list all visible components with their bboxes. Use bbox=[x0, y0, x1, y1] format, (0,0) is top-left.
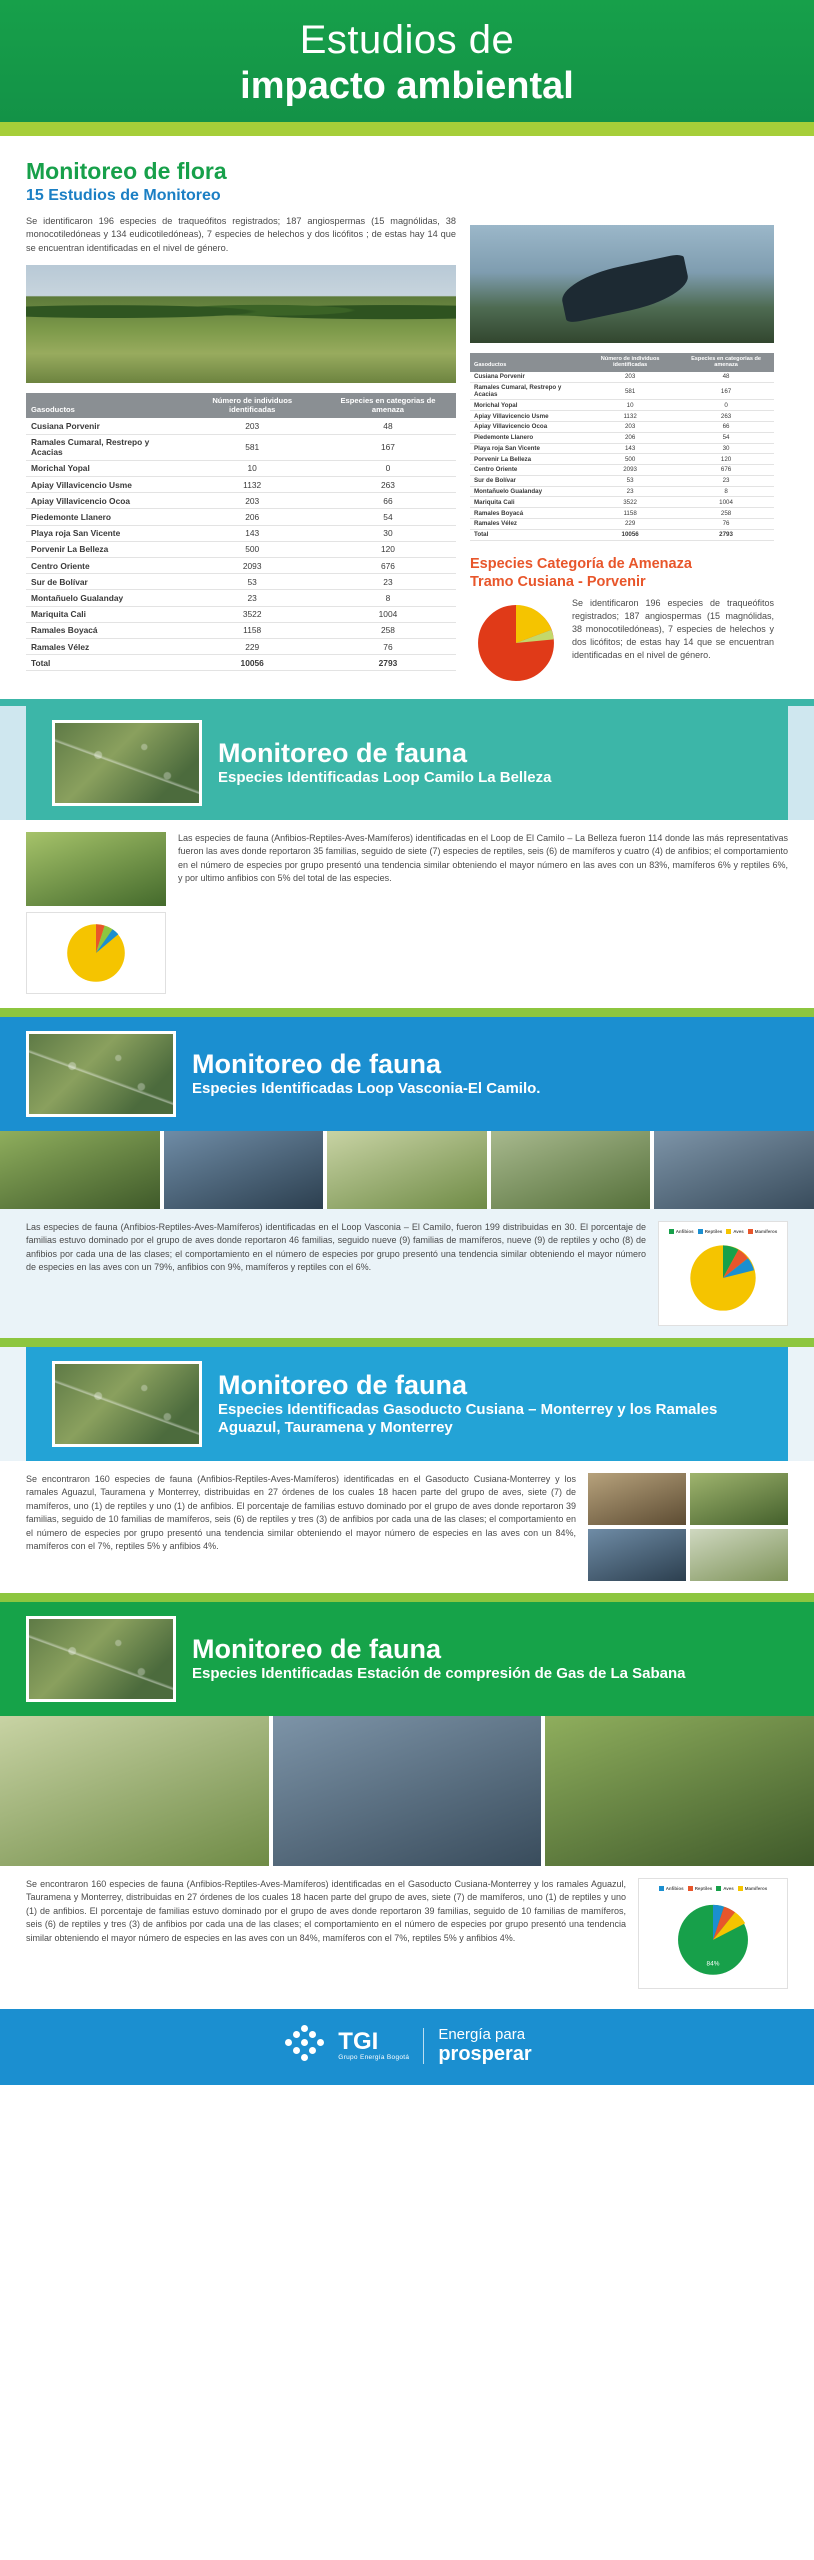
tgi-logo-icon bbox=[282, 2025, 324, 2067]
legend-mamiferos: Mamíferos bbox=[754, 1228, 778, 1234]
table-cell-value: 581 bbox=[184, 434, 319, 460]
table-cell-name: Centro Oriente bbox=[470, 465, 582, 476]
table-cell-value: 1132 bbox=[184, 477, 319, 493]
fauna2-photo-1 bbox=[0, 1131, 160, 1209]
flora-table-small-body bbox=[470, 372, 774, 540]
table-cell-name: Apiay Villavicencio Ocoa bbox=[26, 493, 184, 509]
table-cell-name: Morichal Yopal bbox=[26, 460, 184, 476]
table-cell-value: 2793 bbox=[320, 655, 456, 671]
flora-table-small bbox=[470, 353, 774, 541]
table-row bbox=[26, 655, 456, 671]
table-cell-value: 500 bbox=[184, 541, 319, 557]
table-row bbox=[470, 454, 774, 465]
table-cell-value: 1132 bbox=[582, 411, 678, 422]
fauna4-photo-2 bbox=[273, 1716, 542, 1866]
fauna4-pie-label: 84% bbox=[706, 1960, 720, 1968]
table-row bbox=[26, 434, 456, 460]
table-cell-value: 263 bbox=[320, 477, 456, 493]
table-cell-value: 676 bbox=[678, 465, 774, 476]
fauna1-map-thumbnail bbox=[52, 720, 202, 806]
table-cell-value: 258 bbox=[678, 508, 774, 519]
fauna4-band bbox=[0, 1602, 814, 1716]
table-row bbox=[470, 475, 774, 486]
table-row bbox=[470, 519, 774, 530]
table-cell-name: Montañuelo Gualanday bbox=[470, 486, 582, 497]
fauna4-chart-box bbox=[638, 1878, 788, 1989]
flora-small-th-individuos: Número de individuos identificadas bbox=[582, 353, 678, 372]
table-cell-name: Ramales Vélez bbox=[26, 638, 184, 654]
fauna1-band bbox=[0, 706, 814, 820]
table-cell-name: Total bbox=[470, 529, 582, 540]
legend-reptiles: Reptiles bbox=[704, 1228, 723, 1234]
legend-anfibios-2: Anfibios bbox=[665, 1885, 684, 1891]
table-cell-name: Playa roja San Vicente bbox=[470, 443, 582, 454]
fauna3-map-thumbnail bbox=[52, 1361, 202, 1447]
table-row bbox=[470, 400, 774, 411]
fauna2-chart-legend bbox=[663, 1229, 783, 1234]
table-row bbox=[470, 382, 774, 400]
threat-paragraph: Se identificaron 196 especies de traqueófitos registrados; 187 angiospermas (15 magnólidas, 38 monocotiledóneas), 7 especies de helechos y dos licófitos; de estas hay 14 que se encuentran identificadas en el nivel de género. bbox=[572, 597, 774, 660]
table-cell-name: Sur de Bolívar bbox=[470, 475, 582, 486]
flora-th-individuos: Número de individuos identificadas bbox=[184, 393, 319, 418]
divider-lime-3 bbox=[0, 1593, 814, 1602]
table-row bbox=[26, 493, 456, 509]
flora-left-column bbox=[26, 215, 456, 689]
fauna3-photo-1 bbox=[588, 1473, 686, 1525]
fauna2-content bbox=[0, 1209, 814, 1338]
table-cell-value: 203 bbox=[184, 418, 319, 434]
table-cell-value: 206 bbox=[582, 432, 678, 443]
header-line-1: Estudios de bbox=[299, 18, 515, 62]
table-cell-name: Total bbox=[26, 655, 184, 671]
fauna4-subtitle: Especies Identificadas Estación de compresión de Gas de La Sabana bbox=[192, 1664, 686, 1682]
table-cell-value: 0 bbox=[678, 400, 774, 411]
table-cell-value: 66 bbox=[320, 493, 456, 509]
flora-right-column bbox=[470, 215, 774, 689]
fauna4-paragraph: Se encontraron 160 especies de fauna (Anfibios-Reptiles-Aves-Mamíferos) identificadas en el Gasoducto Cusiana-Monterrey y los ramales Aguazul, Tauramena y Monterrey, distribuidas en 27 órdenes de los cuales 18 hacen parte del grupo de aves, siete (7) de mamíferos, uno (1) de reptiles y uno (1) de anfibios. El porcentaje de familias estuvo dominado por el grupo de aves donde reportaron 39 familias, seguido de 10 familias de mamíferos, seis (6) de reptiles y tres (3) de anfibios por cada una de las clases; el comportamiento en el número de especies por grupo presentó una tendencia similar obteniendo el mayor número de especies en las aves con un 84%, mamíferos con el 7%, reptiles 5% y anfibios 4%. bbox=[26, 1878, 626, 1943]
table-cell-value: 23 bbox=[582, 486, 678, 497]
table-cell-name: Montañuelo Gualanday bbox=[26, 590, 184, 606]
table-cell-value: 23 bbox=[320, 574, 456, 590]
table-cell-value: 229 bbox=[582, 519, 678, 530]
fauna2-banner bbox=[0, 1017, 814, 1131]
table-cell-value: 10056 bbox=[582, 529, 678, 540]
table-cell-value: 3522 bbox=[184, 606, 319, 622]
legend-aves: Aves bbox=[733, 1228, 744, 1234]
divider-lime-1 bbox=[0, 1008, 814, 1017]
fauna2-title: Monitoreo de fauna bbox=[192, 1048, 441, 1079]
table-cell-value: 120 bbox=[678, 454, 774, 465]
fauna1-paragraph: Las especies de fauna (Anfibios-Reptiles-Aves-Mamíferos) identificadas en el Loop de El Camilo – La Belleza fueron 114 donde las más representativas fueron las aves donde reportaron 35 familias, seguido de siete (7) especies de reptiles, seis (6) de mamíferos y cuatro (4) de anfibios; el comportamiento en el número de especies por grupo presentó una tendencia similar obteniendo el mayor número en las aves con un 83%, mamíferos 6% y reptiles 6%, y por ultimo anfibios con 5% del total de las especies. bbox=[178, 832, 788, 884]
tgi-wordmark bbox=[338, 2030, 409, 2061]
table-cell-name: Mariquita Cali bbox=[470, 497, 582, 508]
table-row bbox=[26, 509, 456, 525]
table-cell-value: 66 bbox=[678, 421, 774, 432]
table-row bbox=[26, 574, 456, 590]
table-cell-name: Ramales Vélez bbox=[470, 519, 582, 530]
flora-small-th-gasoductos: Gasoductos bbox=[470, 353, 582, 372]
divider-white-footer bbox=[0, 2001, 814, 2009]
divider-lime-2 bbox=[0, 1338, 814, 1347]
flora-subtitle: 15 Estudios de Monitoreo bbox=[26, 187, 221, 204]
flora-paragraph: Se identificaron 196 especies de traqueófitos registrados; 187 angiospermas (15 magnólidas, 38 monocotiledóneas y 134 eudicotiledóneas), 7 especies de helechos y dos licófitos ; de estas hay 14 que se encuentran identificadas en el nivel de género. bbox=[26, 216, 456, 253]
table-cell-name: Ramales Cumaral, Restrepo y Acacias bbox=[470, 382, 582, 400]
table-cell-value: 48 bbox=[678, 372, 774, 382]
table-cell-value: 2093 bbox=[184, 557, 319, 573]
fauna2-pie-chart bbox=[680, 1235, 766, 1321]
table-row bbox=[470, 486, 774, 497]
threat-title-line2: Tramo Cusiana - Porvenir bbox=[470, 573, 646, 590]
fauna4-photostrip bbox=[0, 1716, 814, 1866]
fauna2-chart-box bbox=[658, 1221, 788, 1326]
table-cell-name: Ramales Boyacá bbox=[26, 622, 184, 638]
table-cell-name: Ramales Boyacá bbox=[470, 508, 582, 519]
table-row bbox=[26, 590, 456, 606]
fauna2-photo-4 bbox=[491, 1131, 651, 1209]
table-row bbox=[26, 541, 456, 557]
flora-small-th-amenaza: Especies en categorias de amenaza bbox=[678, 353, 774, 372]
table-cell-value: 76 bbox=[678, 519, 774, 530]
table-cell-name: Piedemonte Llanero bbox=[470, 432, 582, 443]
table-cell-value: 23 bbox=[184, 590, 319, 606]
table-cell-value: 53 bbox=[582, 475, 678, 486]
flora-th-amenaza: Especies en categorias de amenaza bbox=[320, 393, 456, 418]
table-row bbox=[470, 465, 774, 476]
footer-tagline-1: Energía para bbox=[438, 2025, 526, 2043]
table-row bbox=[26, 606, 456, 622]
table-cell-name: Porvenir La Belleza bbox=[26, 541, 184, 557]
table-cell-value: 2093 bbox=[582, 465, 678, 476]
footer-tagline bbox=[438, 2026, 531, 2066]
fauna2-band bbox=[0, 1017, 814, 1131]
fauna4-photo-1 bbox=[0, 1716, 269, 1866]
table-cell-value: 8 bbox=[678, 486, 774, 497]
table-cell-value: 10 bbox=[582, 400, 678, 411]
table-cell-value: 30 bbox=[678, 443, 774, 454]
fauna3-photos bbox=[588, 1473, 788, 1581]
table-cell-value: 581 bbox=[582, 382, 678, 400]
legend-anfibios: Anfibios bbox=[675, 1228, 694, 1234]
table-row bbox=[470, 529, 774, 540]
fauna3-paragraph: Se encontraron 160 especies de fauna (Anfibios-Reptiles-Aves-Mamíferos) identificadas en el Gasoducto Cusiana-Monterrey y los ramales Aguazul, Tauramena y Monterrey, distribuidas en 27 órdenes de los cuales 18 hacen parte del grupo de aves, siete (7) de mamíferos, uno (1) de reptiles y uno (1) de anfibios. El porcentaje de familias estuvo dominado por el grupo de aves donde reportaron 39 familias, seguido de 10 familias de mamíferos, seis (6) de reptiles y tres (3) de anfibios por cada una de las clases; el comportamiento en el número de especies por grupo presentó una tendencia similar obteniendo el mayor número de especies en las aves con un 84%, mamíferos con el 7%, reptiles 5% y anfibios 4%. bbox=[26, 1473, 576, 1552]
table-cell-name: Apiay Villavicencio Ocoa bbox=[470, 421, 582, 432]
fauna3-band bbox=[0, 1347, 814, 1461]
table-cell-name: Sur de Bolívar bbox=[26, 574, 184, 590]
legend-reptiles-2: Reptiles bbox=[694, 1885, 713, 1891]
legend-mamiferos-2: Mamíferos bbox=[744, 1885, 768, 1891]
table-row bbox=[26, 525, 456, 541]
fauna4-photo-3 bbox=[545, 1716, 814, 1866]
table-cell-value: 53 bbox=[184, 574, 319, 590]
header-lime-stripe bbox=[0, 122, 814, 136]
fauna1-frog-photo bbox=[26, 832, 166, 906]
table-cell-value: 203 bbox=[582, 421, 678, 432]
table-cell-value: 54 bbox=[678, 432, 774, 443]
table-row bbox=[470, 372, 774, 382]
threat-title bbox=[470, 555, 774, 591]
fauna2-paragraph: Las especies de fauna (Anfibios-Reptiles-Aves-Mamíferos) identificadas en el Loop Vasconia – El Camilo, fueron 199 distribuidas en 30. El porcentaje de familias estuvo dominado por el grupo de aves donde reportaron 46 familias, seguido nueve (9) familias de mamíferos, nueve (9) de reptiles y ocho (8) de anfibios por cada una de las clases; el comportamiento en el número de especies por grupo presentó una tendencia similar obteniendo el mayor número de especies en las aves con un 79%, anfibios con 9%, mamíferos y reptiles con el 6%. bbox=[26, 1221, 646, 1273]
table-cell-value: 3522 bbox=[582, 497, 678, 508]
table-cell-name: Piedemonte Llanero bbox=[26, 509, 184, 525]
footer-divider bbox=[423, 2028, 424, 2064]
table-cell-value: 258 bbox=[320, 622, 456, 638]
table-cell-value: 2793 bbox=[678, 529, 774, 540]
divider-teal-1 bbox=[0, 699, 814, 706]
fauna2-photo-3 bbox=[327, 1131, 487, 1209]
table-cell-value: 229 bbox=[184, 638, 319, 654]
table-row bbox=[470, 432, 774, 443]
flora-title: Monitoreo de flora bbox=[26, 158, 227, 184]
fauna3-content bbox=[0, 1461, 814, 1593]
threat-title-line1: Especies Categoría de Amenaza bbox=[470, 555, 692, 572]
fauna4-content bbox=[0, 1866, 814, 2001]
table-cell-value: 54 bbox=[320, 509, 456, 525]
footer-tagline-2: prosperar bbox=[438, 2042, 532, 2065]
page-footer bbox=[0, 2009, 814, 2085]
fauna1-banner bbox=[26, 706, 788, 820]
table-cell-value: 30 bbox=[320, 525, 456, 541]
table-cell-name: Cusiana Porvenir bbox=[26, 418, 184, 434]
table-cell-value: 206 bbox=[184, 509, 319, 525]
table-cell-name: Ramales Cumaral, Restrepo y Acacias bbox=[26, 434, 184, 460]
table-cell-value: 23 bbox=[678, 475, 774, 486]
table-row bbox=[470, 421, 774, 432]
fauna4-title: Monitoreo de fauna bbox=[192, 1633, 441, 1664]
fauna3-photo-4 bbox=[690, 1529, 788, 1581]
table-cell-name: Mariquita Cali bbox=[26, 606, 184, 622]
fauna2-photo-2 bbox=[164, 1131, 324, 1209]
fauna1-subtitle: Especies Identificadas Loop Camilo La Belleza bbox=[218, 768, 552, 786]
table-row bbox=[470, 443, 774, 454]
table-row bbox=[26, 557, 456, 573]
table-row bbox=[470, 411, 774, 422]
table-cell-value: 120 bbox=[320, 541, 456, 557]
flora-section bbox=[0, 136, 814, 699]
legend-aves-2: Aves bbox=[723, 1885, 734, 1891]
table-cell-value: 10 bbox=[184, 460, 319, 476]
fauna4-map-thumbnail bbox=[26, 1616, 176, 1702]
fauna2-subtitle: Especies Identificadas Loop Vasconia-El Camilo. bbox=[192, 1079, 541, 1097]
table-cell-value: 1158 bbox=[582, 508, 678, 519]
table-cell-value: 203 bbox=[184, 493, 319, 509]
table-row bbox=[470, 508, 774, 519]
table-cell-name: Apiay Villavicencio Usme bbox=[26, 477, 184, 493]
fauna2-map-thumbnail bbox=[26, 1031, 176, 1117]
tgi-brand-sub: Grupo Energía Bogotá bbox=[338, 2054, 410, 2062]
table-cell-value: 76 bbox=[320, 638, 456, 654]
fauna3-banner bbox=[26, 1347, 788, 1461]
fauna4-chart-legend bbox=[643, 1886, 783, 1891]
table-cell-value: 0 bbox=[320, 460, 456, 476]
table-cell-value: 48 bbox=[320, 418, 456, 434]
flora-landscape-photo bbox=[26, 265, 456, 383]
flora-table bbox=[26, 393, 456, 671]
table-cell-name: Porvenir La Belleza bbox=[470, 454, 582, 465]
table-cell-value: 203 bbox=[582, 372, 678, 382]
table-row bbox=[26, 638, 456, 654]
table-cell-value: 263 bbox=[678, 411, 774, 422]
fauna1-content bbox=[0, 820, 814, 1008]
table-cell-value: 167 bbox=[678, 382, 774, 400]
threat-pie-chart bbox=[470, 597, 562, 689]
table-row bbox=[26, 418, 456, 434]
fauna4-pie-chart bbox=[661, 1892, 765, 1984]
fauna2-photo-5 bbox=[654, 1131, 814, 1209]
table-cell-name: Playa roja San Vicente bbox=[26, 525, 184, 541]
table-cell-value: 1004 bbox=[678, 497, 774, 508]
flora-table-body bbox=[26, 418, 456, 670]
fauna3-photo-3 bbox=[588, 1529, 686, 1581]
table-row bbox=[470, 497, 774, 508]
table-cell-value: 143 bbox=[582, 443, 678, 454]
fauna2-photostrip bbox=[0, 1131, 814, 1209]
table-cell-value: 676 bbox=[320, 557, 456, 573]
fauna1-chart-box bbox=[26, 912, 166, 994]
table-row bbox=[26, 477, 456, 493]
table-cell-value: 500 bbox=[582, 454, 678, 465]
table-cell-value: 1004 bbox=[320, 606, 456, 622]
fauna3-photo-2 bbox=[690, 1473, 788, 1525]
table-cell-name: Morichal Yopal bbox=[470, 400, 582, 411]
table-cell-value: 143 bbox=[184, 525, 319, 541]
tgi-brand: TGI bbox=[338, 2028, 379, 2056]
fauna1-title: Monitoreo de fauna bbox=[218, 737, 467, 768]
fauna3-subtitle: Especies Identificadas Gasoducto Cusiana – Monterrey y los Ramales Aguazul, Tauramena y Monterrey bbox=[218, 1400, 718, 1436]
table-cell-name: Cusiana Porvenir bbox=[470, 372, 582, 382]
fauna4-banner bbox=[0, 1602, 814, 1716]
table-cell-name: Apiay Villavicencio Usme bbox=[470, 411, 582, 422]
table-row bbox=[26, 460, 456, 476]
fauna3-title: Monitoreo de fauna bbox=[218, 1369, 467, 1400]
flora-bird-photo bbox=[470, 225, 774, 343]
page-header bbox=[0, 0, 814, 122]
table-cell-value: 10056 bbox=[184, 655, 319, 671]
table-cell-name: Centro Oriente bbox=[26, 557, 184, 573]
table-row bbox=[26, 622, 456, 638]
table-cell-value: 8 bbox=[320, 590, 456, 606]
table-cell-value: 167 bbox=[320, 434, 456, 460]
flora-th-gasoductos: Gasoductos bbox=[26, 393, 184, 418]
table-cell-value: 1158 bbox=[184, 622, 319, 638]
header-line-2: impacto ambiental bbox=[240, 65, 574, 107]
